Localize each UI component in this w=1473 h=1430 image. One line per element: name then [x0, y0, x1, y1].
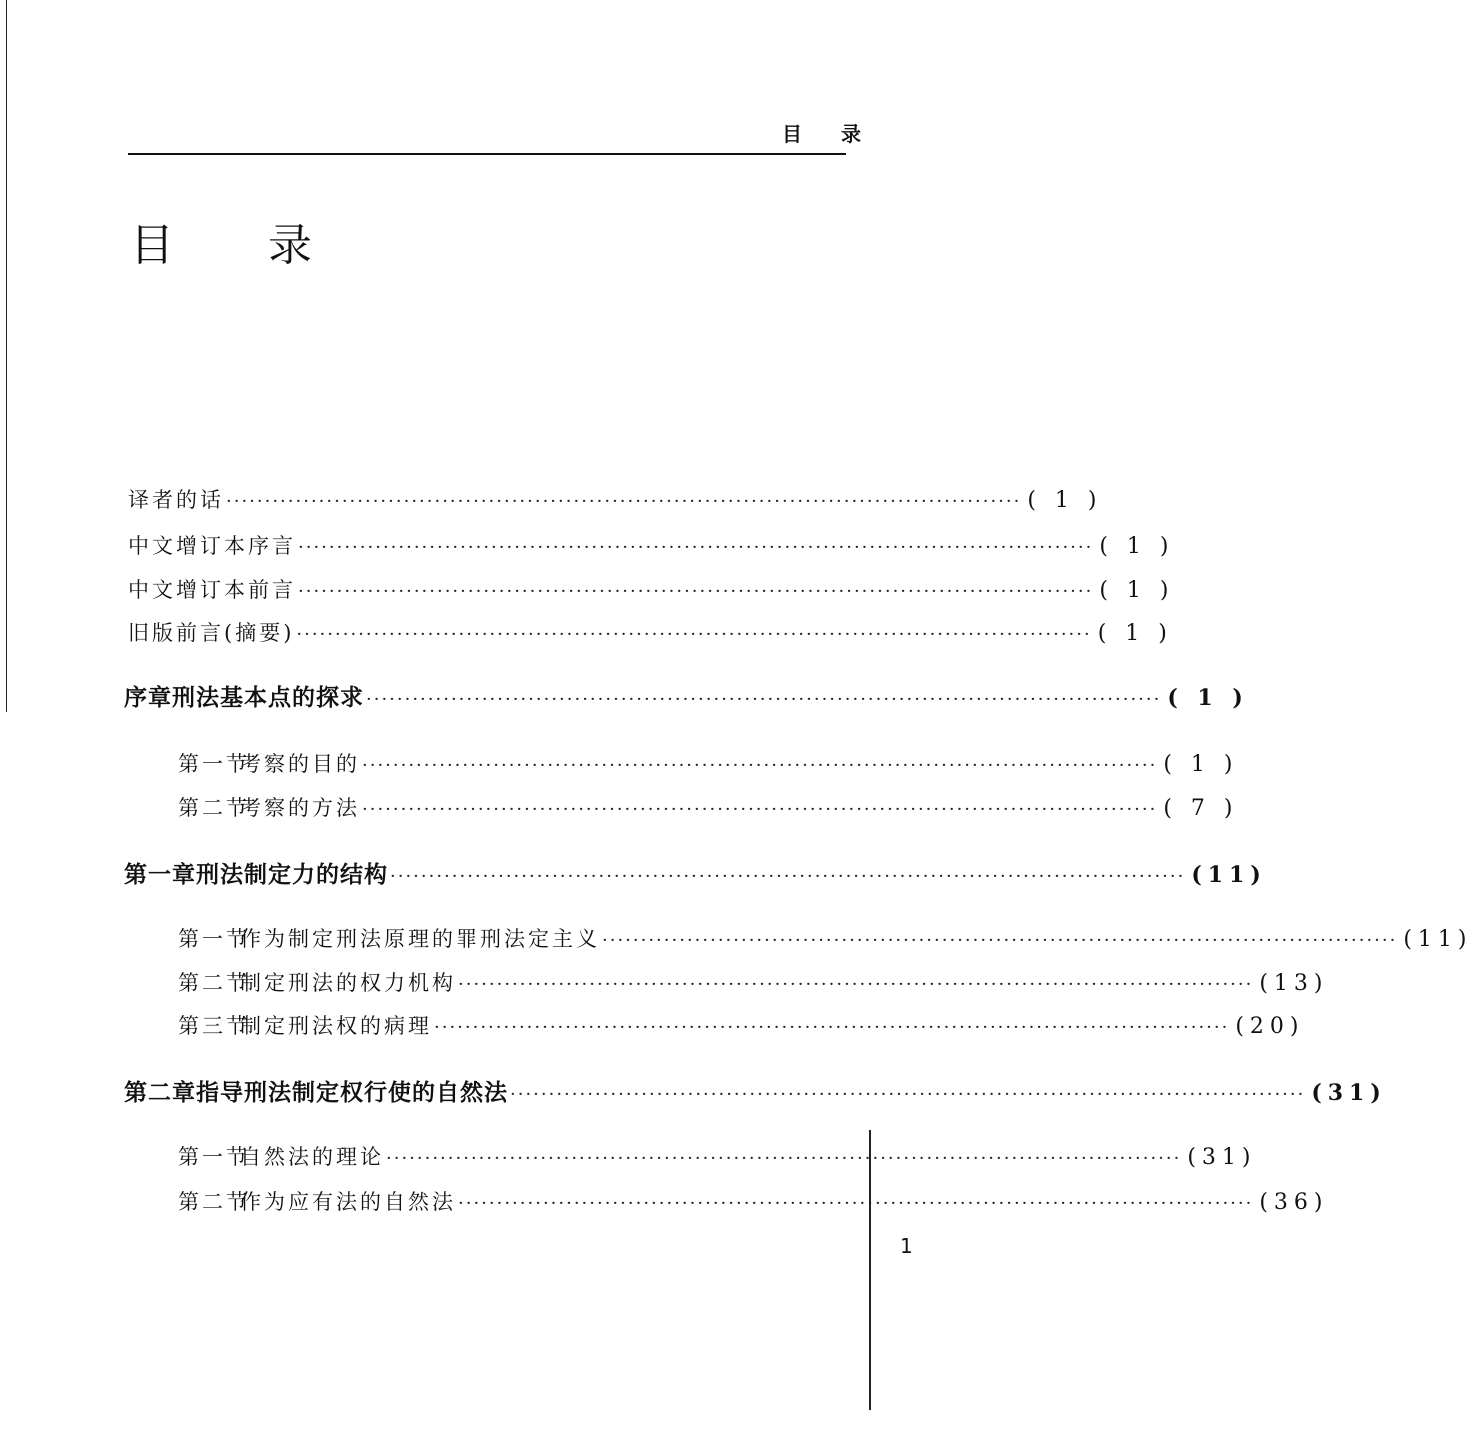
dot-leader: ······································································································· [296, 624, 1092, 645]
chapter-number: 序章 [124, 684, 172, 711]
section-number: 第一节 [178, 1145, 250, 1169]
section-number: 第一节 [178, 752, 250, 776]
dot-leader: ······································································································· [298, 581, 1094, 602]
section-number: 第一节 [178, 927, 250, 951]
dot-leader: ······································································································· [458, 1193, 1254, 1214]
toc-entry-front-matter[interactable] [128, 575, 1175, 605]
dot-leader: ······································································································· [602, 930, 1398, 951]
toc-entry-chapter[interactable] [124, 1078, 1387, 1108]
section-title: 自然法的理论 [240, 1145, 384, 1169]
toc-entry-section[interactable] [178, 924, 1473, 954]
section-page: (36) [1259, 1190, 1329, 1215]
toc-entry-title: 中文增订本序言 [128, 534, 296, 558]
chapter-page: ( 1 ) [1167, 685, 1249, 711]
toc-entry-page: ( 1 ) [1097, 621, 1173, 646]
dot-leader: ······································································································· [366, 689, 1162, 710]
dot-leader: ······································································································· [362, 755, 1158, 776]
chapter-title: 指导刑法制定权行使的自然法 [196, 1079, 508, 1106]
toc-entry-page: ( 1 ) [1099, 578, 1175, 603]
dot-leader: ······································································································· [226, 491, 1022, 512]
chapter-title: 刑法基本点的探求 [172, 684, 364, 711]
page-title: 目 录 [130, 220, 352, 272]
section-page: (11) [1403, 927, 1473, 952]
toc-entry-section[interactable] [178, 749, 1239, 779]
section-page: ( 7 ) [1163, 796, 1239, 821]
toc-entry-front-matter[interactable] [128, 531, 1175, 561]
chapter-page: (11) [1191, 862, 1267, 888]
section-page: (20) [1235, 1014, 1305, 1039]
section-title: 考察的目的 [240, 752, 360, 776]
section-title: 作为制定刑法原理的罪刑法定主义 [240, 927, 600, 951]
dot-leader: ······································································································· [434, 1017, 1230, 1038]
toc-entry-title: 中文增订本前言 [128, 578, 296, 602]
section-page: ( 1 ) [1163, 752, 1239, 777]
toc-entry-section[interactable] [178, 968, 1329, 998]
section-title: 制定刑法权的病理 [240, 1014, 432, 1038]
section-number: 第二节 [178, 971, 250, 995]
toc-entry-title: 旧版前言(摘要) [128, 621, 295, 645]
section-number: 第三节 [178, 1014, 250, 1038]
dot-leader: ······································································································· [510, 1084, 1306, 1105]
section-page: (31) [1187, 1145, 1257, 1170]
chapter-title: 刑法制定力的结构 [196, 861, 388, 888]
toc-entry-chapter[interactable] [124, 683, 1249, 713]
toc-entry-page: ( 1 ) [1099, 534, 1175, 559]
section-number: 第二节 [178, 1190, 250, 1214]
section-page: (13) [1259, 971, 1329, 996]
toc-entry-front-matter[interactable] [128, 485, 1103, 515]
section-title: 作为应有法的自然法 [240, 1190, 456, 1214]
section-number: 第二节 [178, 796, 250, 820]
page-number: 1 [900, 1234, 913, 1258]
toc-entry-section[interactable] [178, 1011, 1305, 1041]
section-title: 考察的方法 [240, 796, 360, 820]
toc-entry-section[interactable] [178, 793, 1239, 823]
toc-entry-section[interactable] [178, 1187, 1329, 1217]
chapter-number: 第二章 [124, 1079, 196, 1106]
toc-entry-chapter[interactable] [124, 860, 1267, 890]
toc-entry-title: 译者的话 [128, 488, 224, 512]
dot-leader: ······································································································· [458, 974, 1254, 995]
dot-leader: ······································································································· [386, 1148, 1182, 1169]
section-title: 制定刑法的权力机构 [240, 971, 456, 995]
toc-entry-page: ( 1 ) [1027, 488, 1103, 513]
chapter-page: (31) [1311, 1080, 1387, 1106]
dot-leader: ······································································································· [362, 799, 1158, 820]
toc-entry-section[interactable] [178, 1142, 1257, 1172]
dot-leader: ······································································································· [390, 866, 1186, 887]
running-header: 目 录 [782, 122, 877, 146]
chapter-number: 第一章 [124, 861, 196, 888]
dot-leader: ······································································································· [298, 537, 1094, 558]
toc-entry-front-matter[interactable] [128, 618, 1173, 648]
